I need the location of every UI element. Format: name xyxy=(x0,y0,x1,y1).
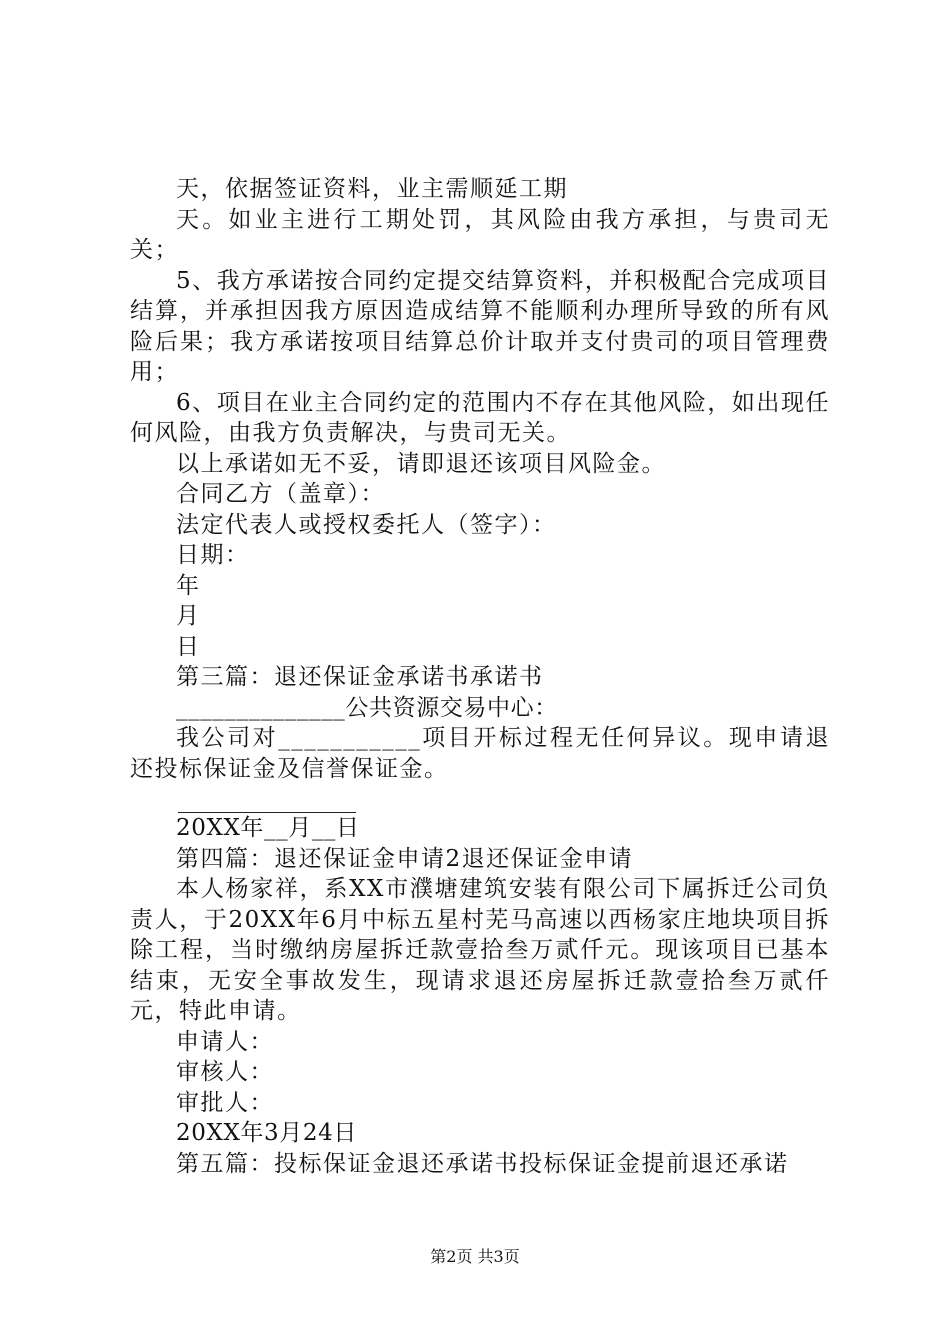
section-heading: 第五篇：投标保证金退还承诺书投标保证金提前退还承诺 xyxy=(176,1150,789,1177)
page-footer: 第2页 共3页 xyxy=(430,1247,520,1266)
paragraph: 20XX年__月__日 xyxy=(176,815,360,841)
paragraph: 审批人： xyxy=(176,1089,274,1116)
paragraph: 天。如业主进行工期处罚，其风险由我方承担，与贵司无关； xyxy=(130,206,830,263)
section-heading: 第四篇：退还保证金申请2退还保证金申请 xyxy=(176,845,634,872)
paragraph: 以上承诺如无不妥，请即退还该项目风险金。 xyxy=(176,450,666,477)
paragraph: 6、项目在业主合同约定的范围内不存在其他风险，如出现任何风险，由我方负责解决，与贵司无关。 xyxy=(130,389,830,446)
paragraph: 法定代表人或授权委托人（签字）： xyxy=(176,511,557,538)
document-body xyxy=(130,174,830,1179)
paragraph: 5、我方承诺按合同约定提交结算资料，并积极配合完成项目结算，并承担因我方原因造成结算不能顺利办理所导致的所有风险后果；我方承诺按项目结算总价计取并支付贵司的项目管理费用； xyxy=(130,267,830,385)
paragraph: 申请人： xyxy=(176,1028,274,1055)
paragraph: 审核人： xyxy=(176,1059,274,1085)
paragraph: 合同乙方（盖章）： xyxy=(176,481,385,507)
paragraph: ______________公共资源交易中心： xyxy=(176,694,558,721)
signature-blank-line xyxy=(178,800,356,813)
paragraph: 月 xyxy=(176,603,201,629)
paragraph: 我公司对___________项目开标过程无任何异议。现申请退还投标保证金及信誉保证金。 xyxy=(130,725,830,782)
paragraph: 20XX年3月24日 xyxy=(176,1120,357,1146)
section-heading: 第三篇：退还保证金承诺书承诺书 xyxy=(176,664,544,690)
paragraph: 日 xyxy=(176,633,201,660)
paragraph: 年 xyxy=(176,572,201,599)
paragraph: 本人杨家祥，系XX市濮塘建筑安装有限公司下属拆迁公司负责人，于20XX年6月中标五星村芜马高速以西杨家庄地块项目拆除工程，当时缴纳房屋拆迁款壹拾叁万贰仟元。现该项目已基本结束，无安全事故发生，现请求退还房屋拆迁款壹拾叁万贰仟元，特此申请。 xyxy=(130,876,830,1024)
paragraph: 天，依据签证资料，业主需顺延工期 xyxy=(176,176,568,202)
paragraph: 日期： xyxy=(176,542,250,568)
